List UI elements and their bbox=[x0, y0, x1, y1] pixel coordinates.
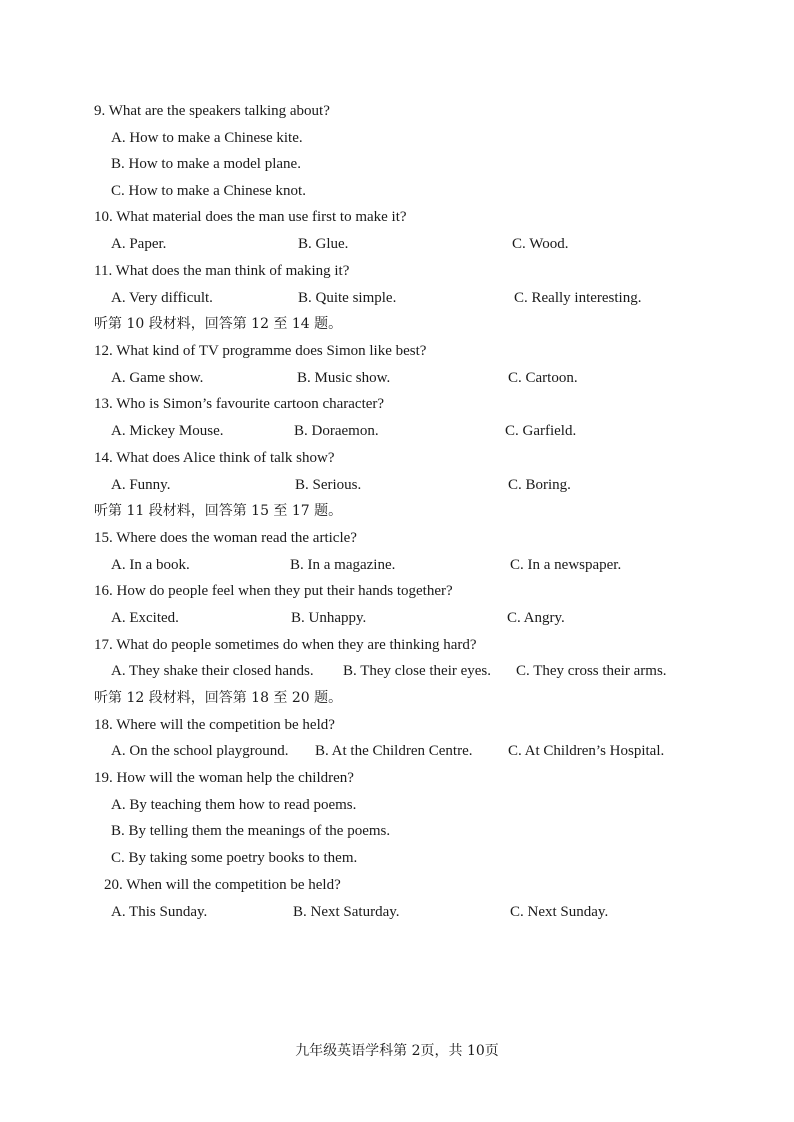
question-16-option-b: B. Unhappy. bbox=[291, 610, 367, 626]
question-12-option-c: C. Cartoon. bbox=[508, 370, 578, 386]
question-15-option-b: B. In a magazine. bbox=[290, 557, 396, 573]
question-10-option-a: A. Paper. bbox=[111, 236, 167, 252]
question-14-option-b: B. Serious. bbox=[295, 477, 362, 493]
section-10-instruction: 听第 10 段材料，回答第 12 至 14 题。 bbox=[94, 316, 343, 332]
question-14-option-c: C. Boring. bbox=[508, 477, 571, 493]
question-16-stem: 16. How do people feel when they put their hands together? bbox=[94, 583, 453, 599]
question-9-option-a: A. How to make a Chinese kite. bbox=[111, 130, 303, 146]
question-10-stem: 10. What material does the man use first to make it? bbox=[94, 209, 407, 225]
question-13-option-c: C. Garfield. bbox=[505, 423, 577, 439]
question-12-stem: 12. What kind of TV programme does Simon like best? bbox=[94, 343, 427, 359]
section-11-instruction: 听第 11 段材料，回答第 15 至 17 题。 bbox=[94, 503, 343, 519]
question-18-option-b: B. At the Children Centre. bbox=[315, 743, 473, 759]
question-11-option-a: A. Very difficult. bbox=[111, 290, 213, 306]
question-13-option-a: A. Mickey Mouse. bbox=[111, 423, 224, 439]
question-14-stem: 14. What does Alice think of talk show? bbox=[94, 450, 335, 466]
question-20-option-b: B. Next Saturday. bbox=[293, 904, 400, 920]
question-14-option-a: A. Funny. bbox=[111, 477, 171, 493]
question-20-option-c: C. Next Sunday. bbox=[510, 904, 609, 920]
question-18-option-c: C. At Children’s Hospital. bbox=[508, 743, 665, 759]
question-19-stem: 19. How will the woman help the children? bbox=[94, 770, 354, 786]
question-17-option-b: B. They close their eyes. bbox=[343, 663, 492, 679]
question-10-option-c: C. Wood. bbox=[512, 236, 569, 252]
page-footer: 九年级英语学科第 2页，共 10页 bbox=[295, 1043, 499, 1059]
question-20-option-a: A. This Sunday. bbox=[111, 904, 208, 920]
section-12-instruction: 听第 12 段材料，回答第 18 至 20 题。 bbox=[94, 690, 343, 706]
question-17-option-a: A. They shake their closed hands. bbox=[111, 663, 314, 679]
question-12-option-a: A. Game show. bbox=[111, 370, 204, 386]
question-12-option-b: B. Music show. bbox=[297, 370, 391, 386]
question-13-option-b: B. Doraemon. bbox=[294, 423, 379, 439]
question-16-option-c: C. Angry. bbox=[507, 610, 565, 626]
question-11-stem: 11. What does the man think of making it? bbox=[94, 263, 350, 279]
question-15-option-a: A. In a book. bbox=[111, 557, 190, 573]
question-15-stem: 15. Where does the woman read the article? bbox=[94, 530, 357, 546]
question-15-option-c: C. In a newspaper. bbox=[510, 557, 622, 573]
question-19-option-c: C. By taking some poetry books to them. bbox=[111, 850, 358, 866]
question-9-option-c: C. How to make a Chinese knot. bbox=[111, 183, 306, 199]
question-9-option-b: B. How to make a model plane. bbox=[111, 156, 301, 172]
question-11-option-b: B. Quite simple. bbox=[298, 290, 397, 306]
question-10-option-b: B. Glue. bbox=[298, 236, 349, 252]
question-18-option-a: A. On the school playground. bbox=[111, 743, 289, 759]
question-17-stem: 17. What do people sometimes do when they are thinking hard? bbox=[94, 637, 477, 653]
question-16-option-a: A. Excited. bbox=[111, 610, 179, 626]
question-11-option-c: C. Really interesting. bbox=[514, 290, 642, 306]
question-20-stem: 20. When will the competition be held? bbox=[104, 877, 341, 893]
question-9-stem: 9. What are the speakers talking about? bbox=[94, 103, 330, 119]
question-18-stem: 18. Where will the competition be held? bbox=[94, 717, 335, 733]
question-19-option-a: A. By teaching them how to read poems. bbox=[111, 797, 357, 813]
question-13-stem: 13. Who is Simon’s favourite cartoon character? bbox=[94, 396, 385, 412]
question-19-option-b: B. By telling them the meanings of the poems. bbox=[111, 823, 391, 839]
question-17-option-c: C. They cross their arms. bbox=[516, 663, 667, 679]
